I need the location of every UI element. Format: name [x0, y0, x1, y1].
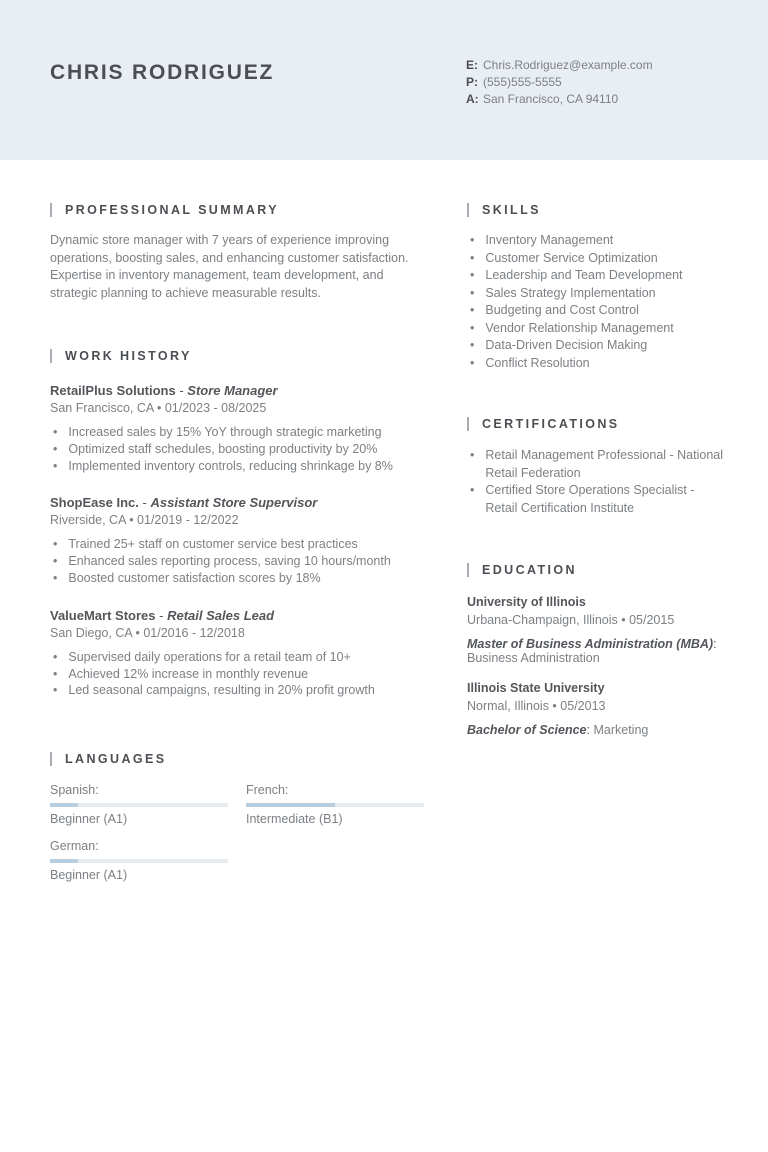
job-bullet	[50, 649, 431, 666]
job-title	[50, 608, 431, 623]
heading-pipe-icon	[50, 752, 52, 766]
job-bullet-text: Supervised daily operations for a retail team of 10+	[68, 649, 351, 664]
job-bullet-text: Achieved 12% increase in monthly revenue	[68, 666, 309, 681]
job-bullet-list	[50, 536, 431, 586]
job-title-separator: -	[159, 607, 164, 623]
skill-text: Inventory Management	[485, 233, 614, 247]
job-bullet	[50, 536, 431, 553]
section-heading-languages	[50, 752, 431, 766]
skill-item	[467, 267, 727, 285]
bullet-icon: •	[53, 441, 58, 456]
job-bullet-text: Led seasonal campaigns, resulting in 20% profit growth	[68, 683, 375, 698]
certifications-list	[467, 447, 727, 517]
bullet-icon: •	[53, 683, 58, 698]
section-title: WORK HISTORY	[65, 349, 192, 363]
degree-title: Master of Business Administration (MBA)	[467, 637, 714, 651]
section-heading-education	[467, 563, 727, 577]
language-progress-track	[246, 803, 424, 807]
job-entry	[50, 495, 431, 586]
job-company: ValueMart Stores	[50, 607, 156, 623]
job-role: Store Manager	[187, 383, 278, 398]
contact-email-row	[466, 57, 653, 74]
bullet-icon: •	[53, 666, 58, 681]
job-bullet	[50, 441, 431, 458]
skill-item	[467, 285, 727, 303]
job-bullet-text: Increased sales by 15% YoY through strategic marketing	[68, 425, 382, 439]
bullet-icon: •	[470, 303, 475, 317]
heading-pipe-icon	[50, 203, 52, 217]
skill-text: Leadership and Team Development	[485, 268, 683, 282]
skill-item	[467, 320, 727, 338]
bullet-icon: •	[53, 554, 58, 569]
skill-text: Sales Strategy Implementation	[485, 285, 656, 300]
skill-text: Customer Service Optimization	[485, 250, 658, 265]
school-name: University of Illinois	[467, 595, 586, 609]
skill-text: Vendor Relationship Management	[485, 320, 674, 335]
degree-field: Marketing	[593, 723, 649, 737]
bullet-icon: •	[470, 338, 475, 352]
contact-phone-row	[466, 74, 653, 91]
language-level: Beginner (A1)	[50, 812, 128, 827]
section-title: CERTIFICATIONS	[482, 417, 620, 431]
job-entry	[50, 608, 431, 699]
job-bullet-list	[50, 424, 431, 474]
job-bullet	[50, 424, 431, 441]
certification-item	[467, 482, 727, 517]
language-progress-track	[50, 859, 228, 863]
address-value: San Francisco, CA 94110	[483, 92, 619, 106]
email-label: E:	[466, 58, 478, 72]
school-location-date: Urbana-Champaign, Illinois • 05/2015	[467, 613, 675, 627]
professional-summary-text: Dynamic store manager with 7 years of experience improving operations, boosting sales, and enhancing customer satisfaction. Expertise in inventory management, team development, and strategic planning to achieve measurable results.	[50, 233, 409, 300]
bullet-icon: •	[470, 320, 475, 335]
job-location-dates: Riverside, CA • 01/2019 - 12/2022	[50, 513, 239, 528]
resume-body	[0, 160, 768, 882]
bullet-icon: •	[470, 233, 475, 247]
language-progress-fill	[50, 803, 78, 807]
skill-item	[467, 232, 727, 250]
bullet-icon: •	[53, 649, 58, 664]
email-value: Chris.Rodriguez@example.com	[483, 58, 653, 72]
skill-text: Data-Driven Decision Making	[485, 338, 648, 352]
bullet-icon: •	[470, 250, 475, 265]
heading-pipe-icon	[467, 563, 469, 577]
job-title-separator: -	[179, 383, 184, 398]
bullet-icon: •	[53, 537, 58, 552]
job-title	[50, 383, 431, 398]
phone-label: P:	[466, 75, 478, 89]
contact-address-row	[466, 91, 653, 108]
heading-pipe-icon	[467, 417, 469, 431]
bullet-icon: •	[470, 355, 475, 370]
job-bullet-text: Trained 25+ staff on customer service best practices	[68, 537, 358, 552]
job-company: ShopEase Inc.	[50, 495, 139, 511]
language-level: Beginner (A1)	[50, 868, 128, 883]
job-bullet-list	[50, 649, 431, 699]
language-name: French:	[246, 783, 289, 798]
bullet-icon: •	[470, 448, 475, 462]
job-company: RetailPlus Solutions	[50, 383, 176, 398]
job-bullet-text: Boosted customer satisfaction scores by 18%	[68, 570, 321, 585]
degree-field: Business Administration	[467, 651, 600, 665]
degree-line	[467, 723, 727, 737]
section-heading-certifications	[467, 417, 727, 431]
degree-colon: :	[586, 723, 590, 737]
contact-block	[466, 57, 653, 108]
section-heading-work-history	[50, 349, 431, 363]
job-location-dates: San Francisco, CA • 01/2023 - 08/2025	[50, 401, 267, 415]
section-title: SKILLS	[482, 203, 541, 217]
language-item	[50, 783, 228, 826]
section-title: LANGUAGES	[65, 752, 167, 767]
skills-list	[467, 232, 727, 372]
language-name: German:	[50, 839, 99, 854]
job-location-dates: San Diego, CA • 01/2016 - 12/2018	[50, 625, 245, 640]
skill-text: Conflict Resolution	[485, 355, 590, 370]
job-bullet	[50, 666, 431, 683]
skill-item	[467, 250, 727, 268]
certification-text: Retail Management Professional - National Retail Federation	[485, 448, 724, 480]
skill-item	[467, 337, 727, 355]
right-column	[467, 160, 727, 882]
bullet-icon: •	[53, 570, 58, 585]
section-heading-skills	[467, 203, 727, 217]
language-level: Intermediate (B1)	[246, 812, 343, 827]
bullet-icon: •	[470, 268, 475, 282]
language-progress-fill	[50, 859, 78, 863]
job-bullet	[50, 553, 431, 570]
job-entry	[50, 383, 431, 474]
bullet-icon: •	[53, 458, 58, 473]
certification-text: Certified Store Operations Specialist - Retail Certification Institute	[485, 483, 695, 515]
job-bullet-text: Optimized staff schedules, boosting productivity by 20%	[68, 441, 378, 456]
section-heading-professional-summary	[50, 203, 431, 217]
language-name: Spanish:	[50, 783, 99, 798]
job-bullet	[50, 570, 431, 587]
heading-pipe-icon	[467, 203, 469, 217]
job-bullet	[50, 458, 431, 475]
certification-item	[467, 447, 727, 482]
language-progress-track	[50, 803, 228, 807]
language-item	[50, 839, 228, 882]
job-bullet	[50, 682, 431, 699]
resume-header	[0, 0, 768, 160]
degree-colon: :	[713, 637, 717, 651]
school-name: Illinois State University	[467, 681, 605, 695]
address-label: A:	[466, 92, 479, 106]
degree-line	[467, 637, 727, 651]
section-title: EDUCATION	[482, 563, 577, 577]
skill-item	[467, 355, 727, 373]
phone-value: (555)555-5555	[483, 75, 562, 89]
job-role: Assistant Store Supervisor	[150, 495, 318, 511]
bullet-icon: •	[470, 285, 475, 300]
left-column	[50, 160, 431, 882]
languages-grid	[50, 783, 431, 882]
heading-pipe-icon	[50, 349, 52, 363]
candidate-name: CHRIS RODRIGUEZ	[50, 61, 275, 84]
section-title: PROFESSIONAL SUMMARY	[65, 203, 279, 217]
skill-text: Budgeting and Cost Control	[485, 303, 639, 317]
bullet-icon: •	[53, 425, 58, 439]
language-item	[246, 783, 424, 826]
job-title	[50, 495, 431, 510]
language-progress-fill	[246, 803, 335, 807]
job-bullet-text: Implemented inventory controls, reducing shrinkage by 8%	[68, 458, 393, 473]
bullet-icon: •	[470, 483, 475, 497]
degree-title: Bachelor of Science	[467, 723, 587, 737]
job-bullet-text: Enhanced sales reporting process, saving 10 hours/month	[68, 554, 391, 569]
job-role: Retail Sales Lead	[167, 607, 275, 623]
job-title-separator: -	[142, 495, 147, 511]
school-location-date: Normal, Illinois • 05/2013	[467, 699, 606, 713]
education-entry	[467, 681, 727, 737]
education-entry	[467, 595, 727, 665]
skill-item	[467, 302, 727, 320]
